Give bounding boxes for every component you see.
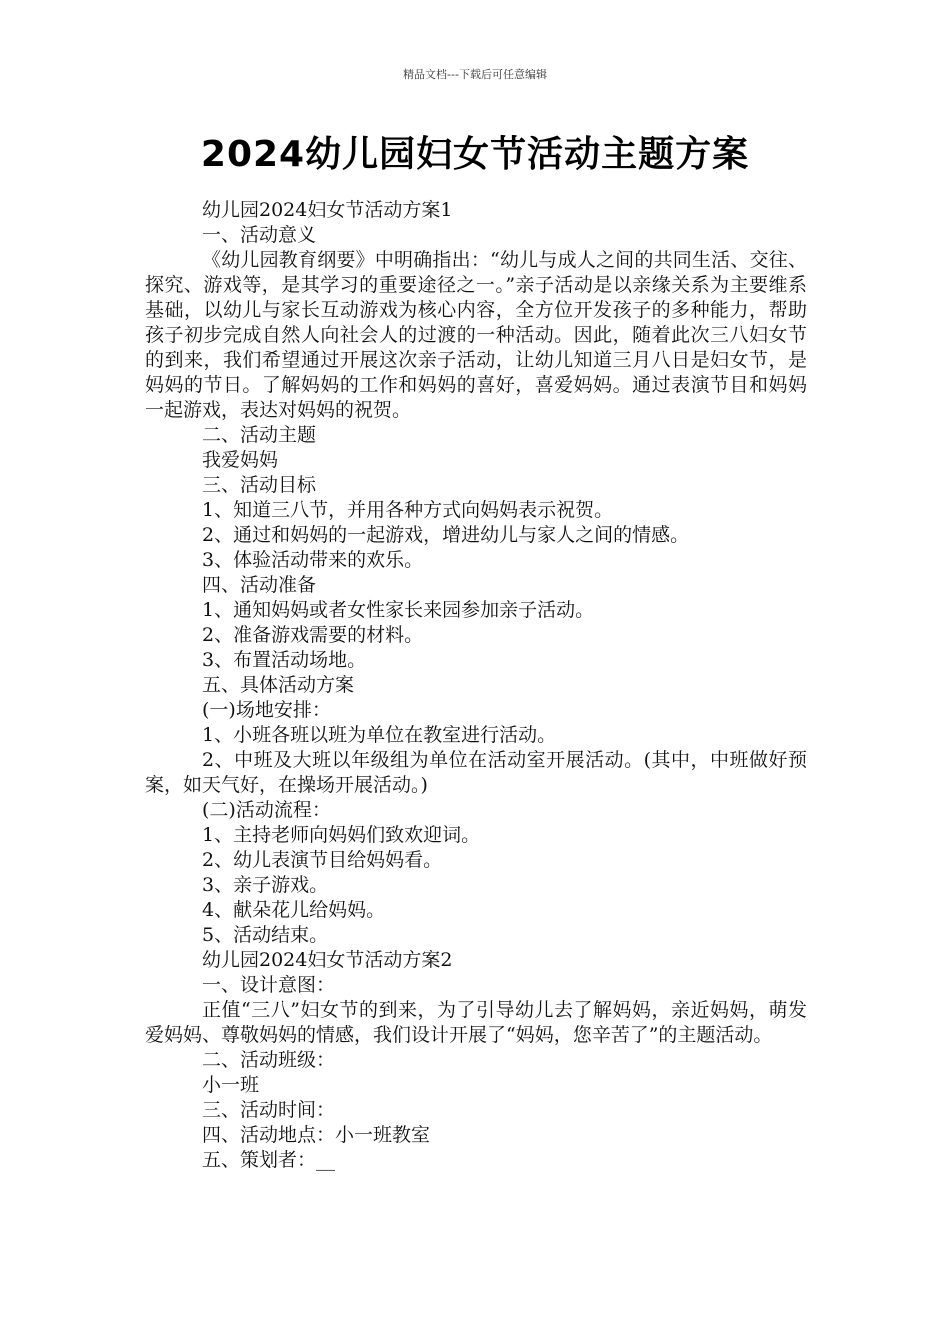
list-item: 3、亲子游戏。 <box>202 874 329 896</box>
paragraph: 幼儿园2024妇女节活动方案1 <box>202 199 453 221</box>
section-heading: 三、活动时间： <box>202 1099 336 1121</box>
paragraph: 我爱妈妈 <box>202 449 279 471</box>
sub-heading: (二)活动流程： <box>202 799 331 821</box>
paragraph: 正值“三八”妇女节的到来，为了引导幼儿去了解妈妈，亲近妈妈，萌发爱妈妈、尊敬妈妈的情感，我们设计开展了“妈妈，您辛苦了”的主题活动。 <box>145 999 807 1046</box>
section-heading: 二、活动班级： <box>202 1049 336 1071</box>
list-item: 2、通过和妈妈的一起游戏，增进幼儿与家人之间的情感。 <box>202 524 690 546</box>
list-item: 4、献朵花儿给妈妈。 <box>202 899 386 921</box>
section-heading: 五、具体活动方案 <box>202 674 355 696</box>
list-item: 3、体验活动带来的欢乐。 <box>202 549 424 571</box>
paragraph: 小一班 <box>202 1074 260 1096</box>
list-item: 2、中班及大班以年级组为单位在活动室开展活动。(其中，中班做好预案，如天气好，在操场开展活动。) <box>145 749 807 796</box>
section-heading: 四、活动地点：小一班教室 <box>202 1124 431 1146</box>
list-item: 1、小班各班以班为单位在教室进行活动。 <box>202 724 557 746</box>
paragraph: 幼儿园2024妇女节活动方案2 <box>202 949 453 971</box>
list-item: 2、准备游戏需要的材料。 <box>202 624 424 646</box>
section-heading: 四、活动准备 <box>202 574 317 596</box>
section-heading: 二、活动主题 <box>202 424 317 446</box>
sub-heading: (一)场地安排： <box>202 699 331 721</box>
section-heading: 五、策划者：__ <box>202 1149 336 1171</box>
document-body <box>145 198 807 1173</box>
list-item: 5、活动结束。 <box>202 924 329 946</box>
list-item: 1、知道三八节，并用各种方式向妈妈表示祝贺。 <box>202 499 614 521</box>
document-title: 2024幼儿园妇女节活动主题方案 <box>200 134 750 175</box>
section-heading: 一、设计意图： <box>202 974 336 996</box>
list-item: 1、主持老师向妈妈们致欢迎词。 <box>202 824 481 846</box>
list-item: 2、幼儿表演节目给妈妈看。 <box>202 849 443 871</box>
list-item: 1、通知妈妈或者女性家长来园参加亲子活动。 <box>202 599 595 621</box>
section-heading: 一、活动意义 <box>202 224 317 246</box>
section-heading: 三、活动目标 <box>202 474 317 496</box>
header-note: 精品文档---下载后可任意编辑 <box>403 68 547 81</box>
paragraph: 《幼儿园教育纲要》中明确指出：“幼儿与成人之间的共同生活、交往、探究、游戏等，是其学习的重要途径之一。”亲子活动是以亲缘关系为主要维系基础，以幼儿与家长互动游戏为核心内容，全方位开发孩子的多种能力，帮助孩子初步完成自然人向社会人的过渡的一种活动。因此，随着此次三八妇女节的到来，我们希望通过开展这次亲子活动，让幼儿知道三月八日是妇女节，是妈妈的节日。了解妈妈的工作和妈妈的喜好，喜爱妈妈。通过表演节目和妈妈一起游戏，表达对妈妈的祝贺。 <box>145 249 807 421</box>
list-item: 3、布置活动场地。 <box>202 649 367 671</box>
